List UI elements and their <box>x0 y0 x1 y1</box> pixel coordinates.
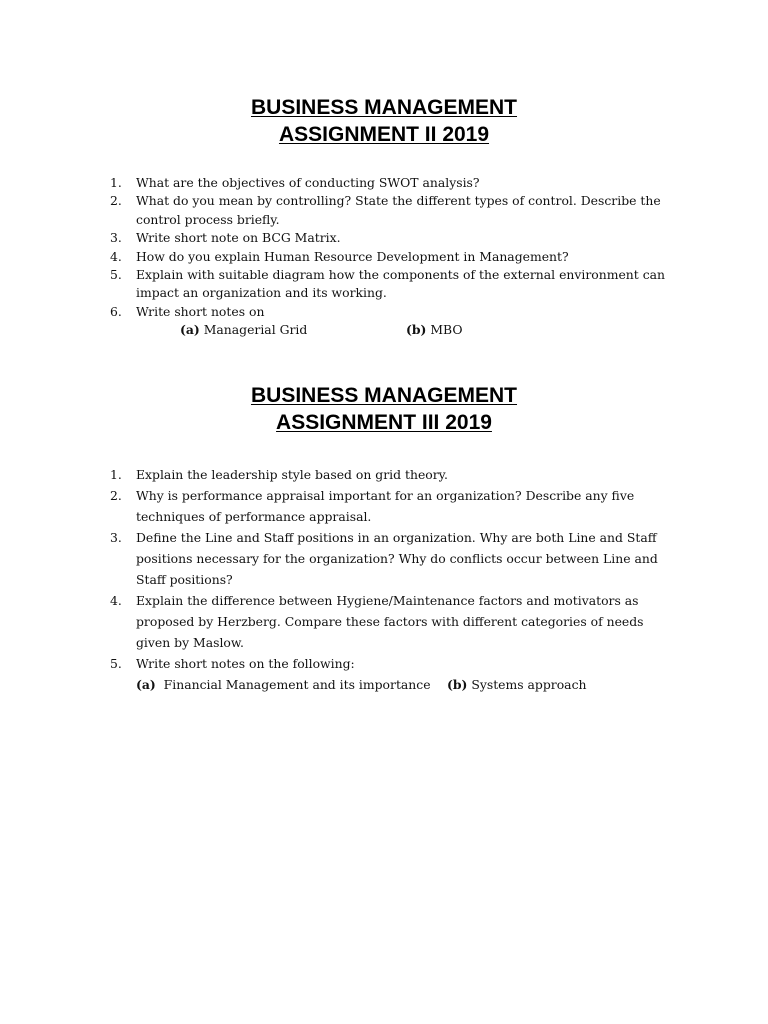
question-text: What are the objectives of conducting SWOT analysis? <box>136 175 480 190</box>
subitem-label: (a) <box>136 677 156 692</box>
subitem-row <box>136 321 680 340</box>
subitem-label: (b) <box>447 677 468 692</box>
question-item <box>110 527 680 590</box>
subitem-b <box>447 674 587 695</box>
assignment-2-question-list <box>110 174 680 340</box>
question-number: 3. <box>110 530 122 545</box>
question-text: What do you mean by controlling? State the different types of control. Describe the control process briefly. <box>136 193 661 227</box>
assignment-3-title-line2: ASSIGNMENT III 2019 <box>276 411 492 434</box>
subitem-b <box>406 321 463 339</box>
assignment-3-title-line1: BUSINESS MANAGEMENT <box>250 384 518 407</box>
subitem-a <box>180 321 307 339</box>
question-text: Explain with suitable diagram how the components of the external environment can impact an organization and its working. <box>136 267 665 301</box>
subitem-text: MBO <box>430 322 463 338</box>
question-number: 1. <box>110 175 122 190</box>
assignment-2-title-line2: ASSIGNMENT II 2019 <box>278 123 490 146</box>
question-item <box>110 590 680 653</box>
subitem-text: Financial Management and its importance <box>163 677 431 692</box>
question-number: 3. <box>110 230 122 246</box>
question-item <box>110 229 680 247</box>
question-text: Why is performance appraisal important for an organization? Describe any five techniques of performance appraisal. <box>136 488 635 524</box>
assignment-3-title <box>0 382 768 436</box>
question-number: 4. <box>110 248 122 264</box>
subitem-label: (b) <box>406 322 427 338</box>
subitem-row <box>136 674 680 695</box>
question-text: Write short notes on <box>136 303 265 319</box>
question-item <box>110 174 680 192</box>
assignment-3-section <box>0 382 768 692</box>
question-number: 5. <box>110 267 122 283</box>
question-number: 2. <box>110 193 122 209</box>
question-number: 4. <box>110 593 122 608</box>
question-item <box>110 653 680 695</box>
assignment-2-title-line1: BUSINESS MANAGEMENT <box>250 96 518 119</box>
assignment-2-section <box>0 94 768 338</box>
question-text: Write short notes on the following: <box>136 656 355 671</box>
subitem-text: Managerial Grid <box>203 322 308 338</box>
question-number: 6. <box>110 303 122 319</box>
question-item <box>110 485 680 527</box>
question-item <box>110 303 680 340</box>
question-item <box>110 248 680 266</box>
subitem-text: Systems approach <box>471 677 587 692</box>
question-number: 2. <box>110 488 122 503</box>
question-text: Explain the difference between Hygiene/Maintenance factors and motivators as proposed by Herzberg. Compare these factors with different categories of needs given by Maslow. <box>136 593 644 650</box>
question-number: 5. <box>110 656 122 671</box>
question-item <box>110 266 680 303</box>
assignment-3-question-list <box>110 464 680 695</box>
question-item <box>110 192 680 229</box>
assignment-2-title <box>0 94 768 148</box>
question-number: 1. <box>110 467 122 482</box>
question-text: How do you explain Human Resource Development in Management? <box>136 248 569 264</box>
question-text: Write short note on BCG Matrix. <box>136 230 341 246</box>
subitem-label: (a) <box>180 322 200 338</box>
subitem-a <box>136 674 431 695</box>
question-text: Explain the leadership style based on grid theory. <box>136 467 448 482</box>
question-item <box>110 464 680 485</box>
question-text: Define the Line and Staff positions in an organization. Why are both Line and Staff positions necessary for the organization? Why do conflicts occur between Line and Staff positions? <box>136 530 658 587</box>
